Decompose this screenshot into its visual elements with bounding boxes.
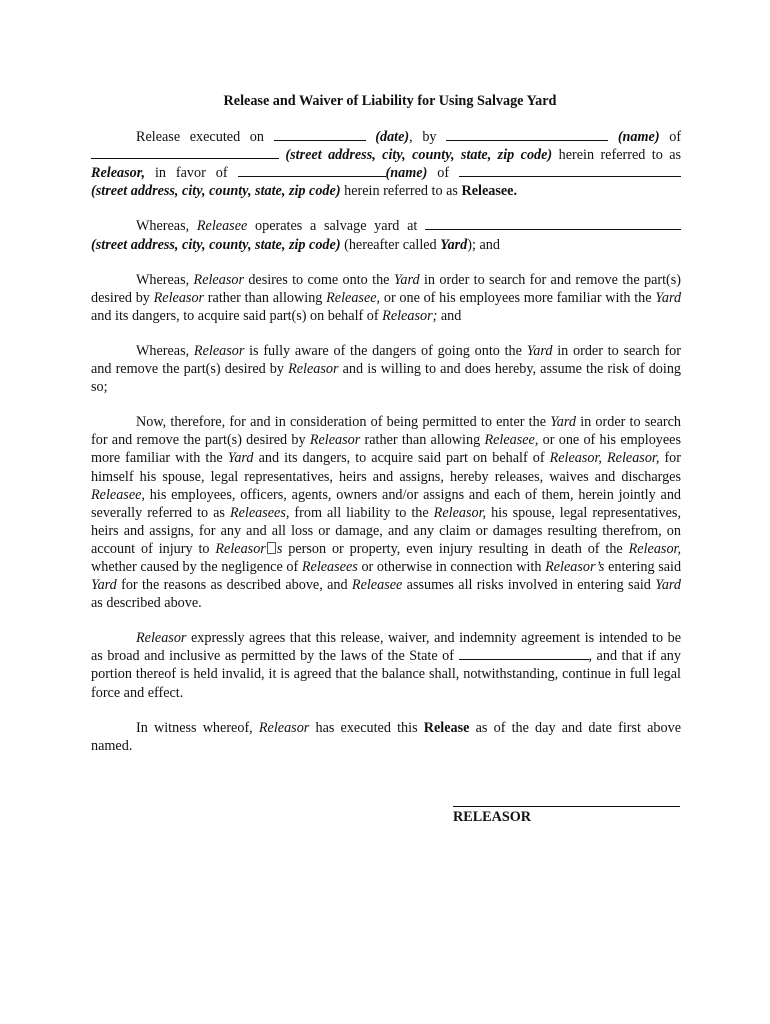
yard-term: Yard xyxy=(227,450,254,467)
address-label: (street address, city, county, state, zip code) xyxy=(91,236,341,253)
text: person or property, even injury resulting in death of the xyxy=(288,540,623,557)
releasor-term: Releasor, xyxy=(628,540,682,557)
text: (hereafter called xyxy=(344,236,437,253)
releasor-term: Releasor; xyxy=(382,307,438,324)
name-label: (name) xyxy=(617,129,660,146)
text: for the reasons as described above, and xyxy=(121,577,348,594)
document-page xyxy=(91,92,681,772)
text: of xyxy=(669,129,682,146)
releasor-term: Releasor, xyxy=(433,504,487,521)
text: and is willing to and does hereby, assume the risk of doing so; xyxy=(91,361,682,396)
text: , and that if any portion thereof is held invalid, it is agreed that the balance shall, notwithstanding, continue in full legal force and effect. xyxy=(91,648,681,701)
text: in favor of xyxy=(154,165,228,182)
text: or one of his employees more familiar with the xyxy=(91,432,682,467)
state-blank[interactable] xyxy=(459,647,589,660)
releasor-term: Releasor xyxy=(309,432,361,449)
releasor-term: Releasor, xyxy=(91,165,145,182)
text: operates a salvage yard at xyxy=(255,218,418,235)
releasee-address-blank[interactable] xyxy=(459,164,681,177)
text: desires to come onto the xyxy=(248,271,390,288)
text: rather than allowing xyxy=(207,289,323,306)
text: whether caused by the negligence of xyxy=(91,558,299,575)
text: ); and xyxy=(467,236,500,253)
date-label: (date) xyxy=(375,129,410,146)
text: as described above. xyxy=(91,595,202,612)
text: in order to search for and remove the part(s) desired by xyxy=(91,414,682,449)
releasee-term: Releasee xyxy=(196,218,248,235)
releasor-name-blank[interactable] xyxy=(446,128,608,141)
text: and its dangers, to acquire said part on behalf of xyxy=(258,450,545,467)
releasee-term: Releasee, xyxy=(91,486,145,503)
releasees-term: Releasees xyxy=(301,558,358,575)
paragraph-whereas-aware xyxy=(91,342,681,396)
yard-term: Yard xyxy=(440,236,468,253)
releasee-term: Releasee xyxy=(351,577,403,594)
yard-term: Yard xyxy=(550,414,576,431)
releasor-term: Releasor xyxy=(288,361,339,378)
releasor-address-blank[interactable] xyxy=(91,146,279,159)
text: in order to search for and remove the part(s) desired by xyxy=(91,342,681,378)
text: herein referred to as xyxy=(344,183,458,200)
releasor-term: Releasor xyxy=(193,342,245,359)
paragraph-whereas-salvage-yard xyxy=(91,217,681,253)
releasor-term: Releasor xyxy=(215,540,266,557)
text: s xyxy=(276,540,283,557)
text: from all liability to the xyxy=(294,504,429,521)
text: Whereas, xyxy=(136,218,190,235)
text: assumes all risks involved in entering said xyxy=(406,577,651,594)
text: his employees, officers, agents, owners and/or assigns and each of them, herein jointly and severally referred to as xyxy=(91,486,682,521)
text: herein referred to as xyxy=(558,147,682,164)
name-label: (name) xyxy=(385,165,428,182)
text: of xyxy=(437,165,450,182)
yard-term: Yard xyxy=(655,289,682,306)
releasees-term: Releasees, xyxy=(229,504,290,521)
releasor-term: Releasor xyxy=(153,289,205,306)
text: Release executed on xyxy=(136,129,264,146)
yard-term: Yard xyxy=(91,577,117,594)
releasor-term: Releasor, Releasor, xyxy=(549,450,660,467)
releasor-term: Releasor xyxy=(136,630,187,647)
text: rather than allowing xyxy=(364,432,481,449)
releasor-term: Releasor’s xyxy=(545,558,605,575)
document-title: Release and Waiver of Liability for Using Salvage Yard xyxy=(223,93,557,109)
text: or one of his employees more familiar with the xyxy=(383,289,652,306)
text: as of the day and date first above named. xyxy=(91,719,682,754)
releasee-term: Releasee, xyxy=(326,289,381,306)
text: In witness whereof, xyxy=(136,719,253,736)
address-label: (street address, city, county, state, zip code) xyxy=(91,183,341,200)
releasor-term: Releasor xyxy=(258,719,310,736)
releasee-term: Releasee, xyxy=(484,432,539,449)
release-term: Release xyxy=(423,719,470,736)
missing-glyph-icon xyxy=(267,542,276,554)
text: is fully aware of the dangers of going onto the xyxy=(249,342,522,359)
text: entering said xyxy=(608,558,682,575)
paragraph-in-witness xyxy=(91,719,681,755)
text: has executed this xyxy=(315,719,418,736)
signature-line[interactable] xyxy=(453,806,680,807)
text: in order to search for and remove the part(s) desired by xyxy=(91,271,682,306)
text: , by xyxy=(409,129,437,146)
text: and its dangers, to acquire said part(s) on behalf of xyxy=(91,307,379,324)
text: his spouse, legal representatives, heirs and assigns, for any and all loss or damage, and any claim or damages resulting therefrom, on account of injury to xyxy=(91,504,681,557)
text: for himself his spouse, legal representatives, heirs and assigns, hereby releases, waives and discharges xyxy=(91,450,681,485)
text: Whereas, xyxy=(136,271,190,288)
text: expressly agrees that this release, waiver, and indemnity agreement is intended to be as broad and inclusive as permitted by the laws of the State of xyxy=(91,630,681,665)
text: or otherwise in connection with xyxy=(361,558,542,575)
releasee-name-blank[interactable] xyxy=(238,164,386,177)
yard-address-blank[interactable] xyxy=(425,217,681,230)
text: Whereas, xyxy=(136,342,190,359)
paragraph-now-therefore xyxy=(91,413,681,612)
paragraph-release-executed xyxy=(91,128,681,200)
yard-term: Yard xyxy=(526,342,553,359)
yard-term: Yard xyxy=(393,271,420,288)
yard-term: Yard xyxy=(655,577,682,594)
paragraph-whereas-desires xyxy=(91,271,681,325)
text: and xyxy=(440,307,462,324)
releasee-term: Releasee. xyxy=(461,183,518,200)
date-blank[interactable] xyxy=(274,128,366,141)
paragraph-expressly-agrees xyxy=(91,629,681,701)
signature-label: RELEASOR xyxy=(453,809,532,825)
address-label: (street address, city, county, state, zip code) xyxy=(285,147,553,164)
text: Now, therefore, for and in consideration of being permitted to enter the xyxy=(136,414,546,431)
releasor-term: Releasor xyxy=(193,271,244,288)
